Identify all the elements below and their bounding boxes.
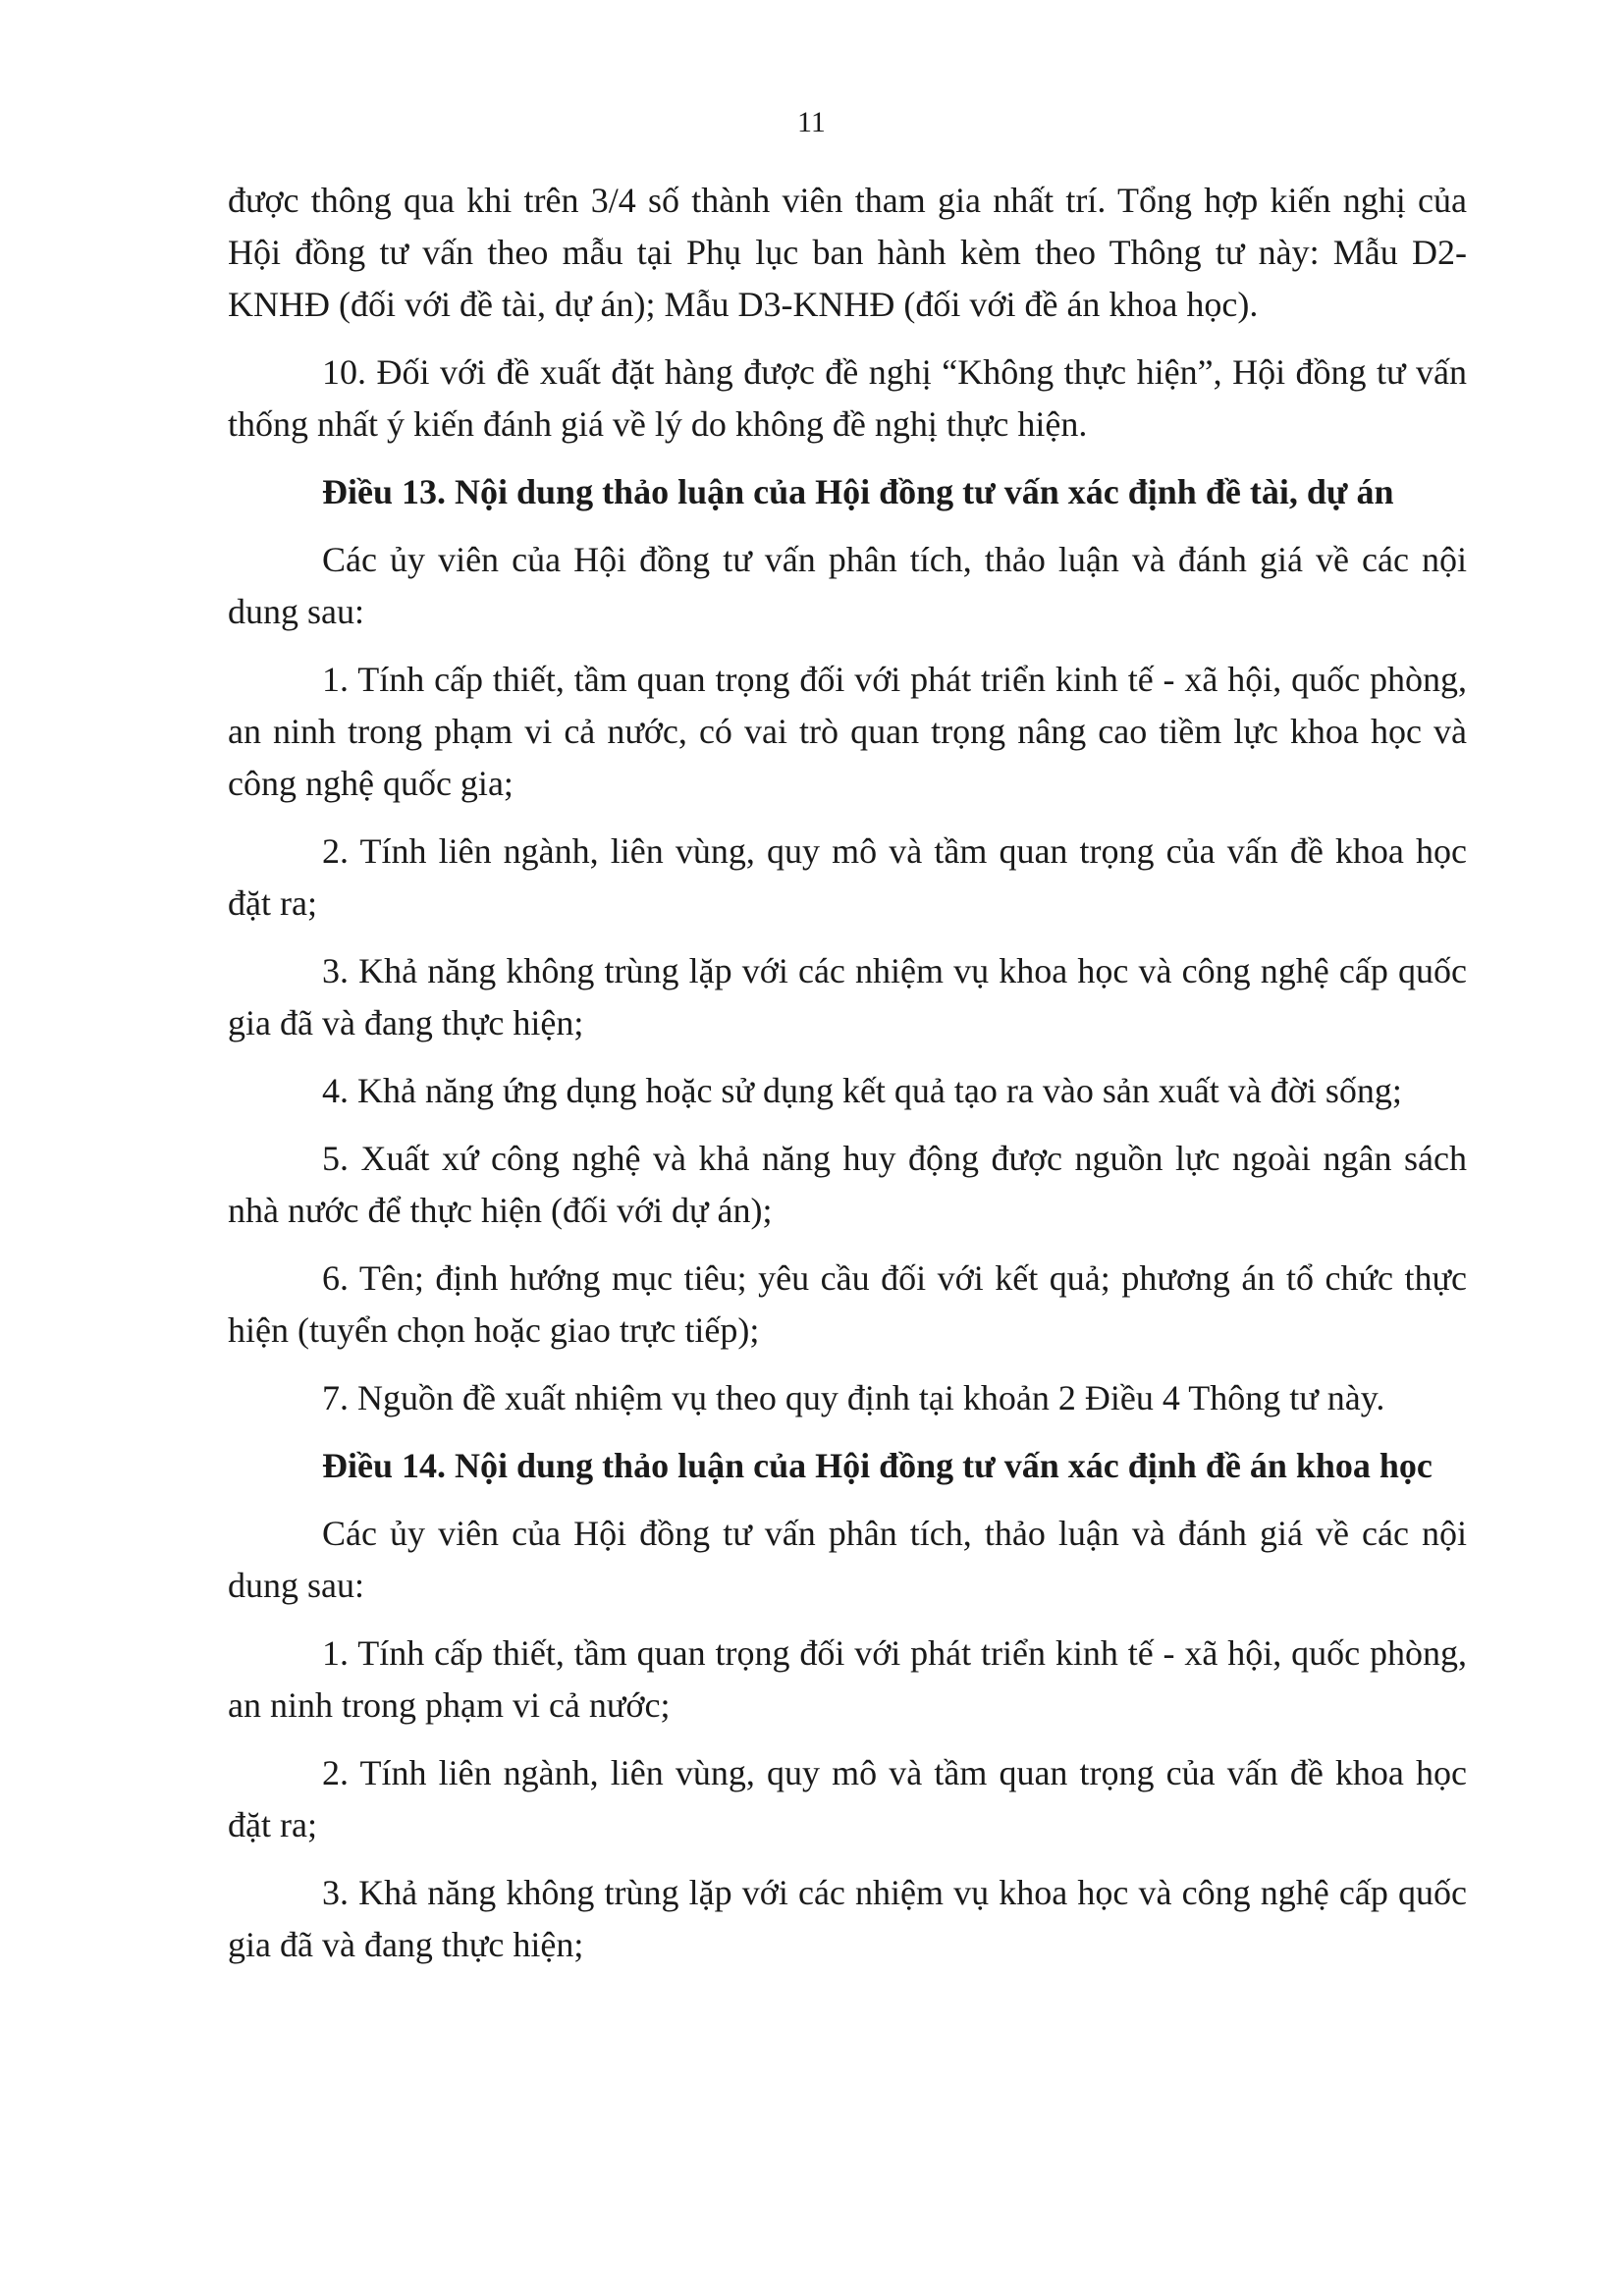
paragraph-item-10: 10. Đối với đề xuất đặt hàng được đề nghị “Không thực hiện”, Hội đồng tư vấn thống nhất ý kiến đánh giá về lý do không đề nghị thực hiện. bbox=[228, 352, 1467, 444]
article-13-item-1: 1. Tính cấp thiết, tầm quan trọng đối với phát triển kinh tế - xã hội, quốc phòng, an ninh trong phạm vi cả nước, có vai trò quan trọng nâng cao tiềm lực khoa học và công nghệ quốc gia; bbox=[228, 660, 1467, 803]
article-13-item-7: 7. Nguồn đề xuất nhiệm vụ theo quy định tại khoản 2 Điều 4 Thông tư này. bbox=[322, 1378, 1385, 1417]
article-14-intro: Các ủy viên của Hội đồng tư vấn phân tích, thảo luận và đánh giá về các nội dung sau: bbox=[228, 1514, 1467, 1605]
paragraph-continuation: được thông qua khi trên 3/4 số thành viên tham gia nhất trí. Tổng hợp kiến nghị của Hội đồng tư vấn theo mẫu tại Phụ lục ban hành kèm theo Thông tư này: Mẫu D2-KNHĐ (đối với đề tài, dự án); Mẫu D3-KNHĐ (đối với đề án khoa học). bbox=[228, 181, 1467, 324]
article-14-item-1: 1. Tính cấp thiết, tầm quan trọng đối với phát triển kinh tế - xã hội, quốc phòng, an ninh trong phạm vi cả nước; bbox=[228, 1633, 1467, 1725]
article-14-item-2: 2. Tính liên ngành, liên vùng, quy mô và tầm quan trọng của vấn đề khoa học đặt ra; bbox=[228, 1753, 1467, 1844]
article-13-item-2: 2. Tính liên ngành, liên vùng, quy mô và tầm quan trọng của vấn đề khoa học đặt ra; bbox=[228, 831, 1467, 923]
document-body bbox=[228, 175, 1467, 1987]
article-13-intro: Các ủy viên của Hội đồng tư vấn phân tích, thảo luận và đánh giá về các nội dung sau: bbox=[228, 540, 1467, 631]
page-number: 11 bbox=[797, 106, 826, 138]
article-13-item-4: 4. Khả năng ứng dụng hoặc sử dụng kết quả tạo ra vào sản xuất và đời sống; bbox=[322, 1071, 1402, 1110]
article-14-heading: Điều 14. Nội dung thảo luận của Hội đồng tư vấn xác định đề án khoa học bbox=[322, 1446, 1433, 1485]
article-13-heading: Điều 13. Nội dung thảo luận của Hội đồng tư vấn xác định đề tài, dự án bbox=[322, 472, 1394, 511]
article-13-item-3: 3. Khả năng không trùng lặp với các nhiệm vụ khoa học và công nghệ cấp quốc gia đã và đang thực hiện; bbox=[228, 951, 1467, 1042]
article-13-item-5: 5. Xuất xứ công nghệ và khả năng huy động được nguồn lực ngoài ngân sách nhà nước để thực hiện (đối với dự án); bbox=[228, 1139, 1467, 1230]
article-13-item-6: 6. Tên; định hướng mục tiêu; yêu cầu đối với kết quả; phương án tổ chức thực hiện (tuyển chọn hoặc giao trực tiếp); bbox=[228, 1258, 1467, 1350]
article-14-item-3: 3. Khả năng không trùng lặp với các nhiệm vụ khoa học và công nghệ cấp quốc gia đã và đang thực hiện; bbox=[228, 1873, 1467, 1964]
